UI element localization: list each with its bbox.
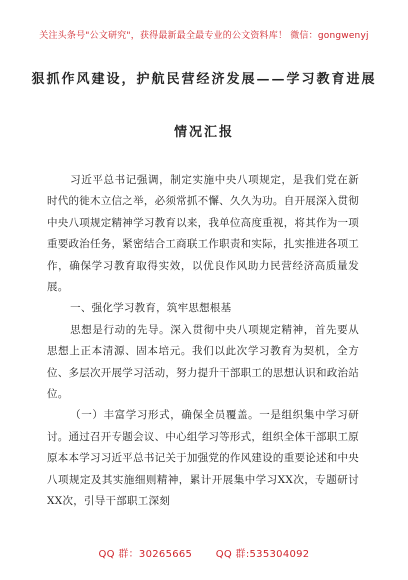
footer-qq-group-2: QQ 群:535304092 (215, 549, 310, 560)
paragraph-study-forms: （一）丰富学习形式，确保全员覆盖。一是组织集中学习研讨。通过召开专题会议、中心组学习等形式，组织全体干部职工原原本本学习习近平总书记关于加强党的作风建设的重要论述和中央八项规定及其实施细则精神，累计开展集中学习XX次，专题研讨XX次，引导干部职工深刻 (47, 409, 359, 508)
footer-contact (0, 545, 408, 560)
document-title-line2: 情况汇报 (173, 125, 234, 140)
section-heading: 一、强化学习教育，筑牢思想根基 (70, 302, 232, 315)
document-body (47, 170, 359, 513)
paragraph-thought: 思想是行动的先导。深入贯彻中央八项规定精神，首先要从思想上正本清源、固本培元。我们以此次学习教育为契机，全方位、多层次开展学习活动，努力提升干部职工的思想认识和政治站位。 (47, 323, 359, 401)
footer-qq-group-1: QQ 群：30265665 (98, 549, 193, 560)
paragraph-intro: 习近平总书记强调，制定实施中央八项规定，是我们党在新时代的徙木立信之举，必须常抓不懈、久久为功。自开展深入贯彻中央八项规定精神学习教育以来，我单位高度重视，将其作为一项重要政治任务，紧密结合工商联工作职责和实际，扎实推进各项工作，确保学习教育取得实效，以优良作风助力民营经济高质量发展。 (47, 174, 359, 294)
header-banner: 关注头条号"公文研究"，获得最新最全最专业的公文资料库！ 微信：gongwenyj (39, 31, 369, 41)
document-title: 狠抓作风建设，护航民营经济发展——学习教育进展 (31, 72, 377, 87)
